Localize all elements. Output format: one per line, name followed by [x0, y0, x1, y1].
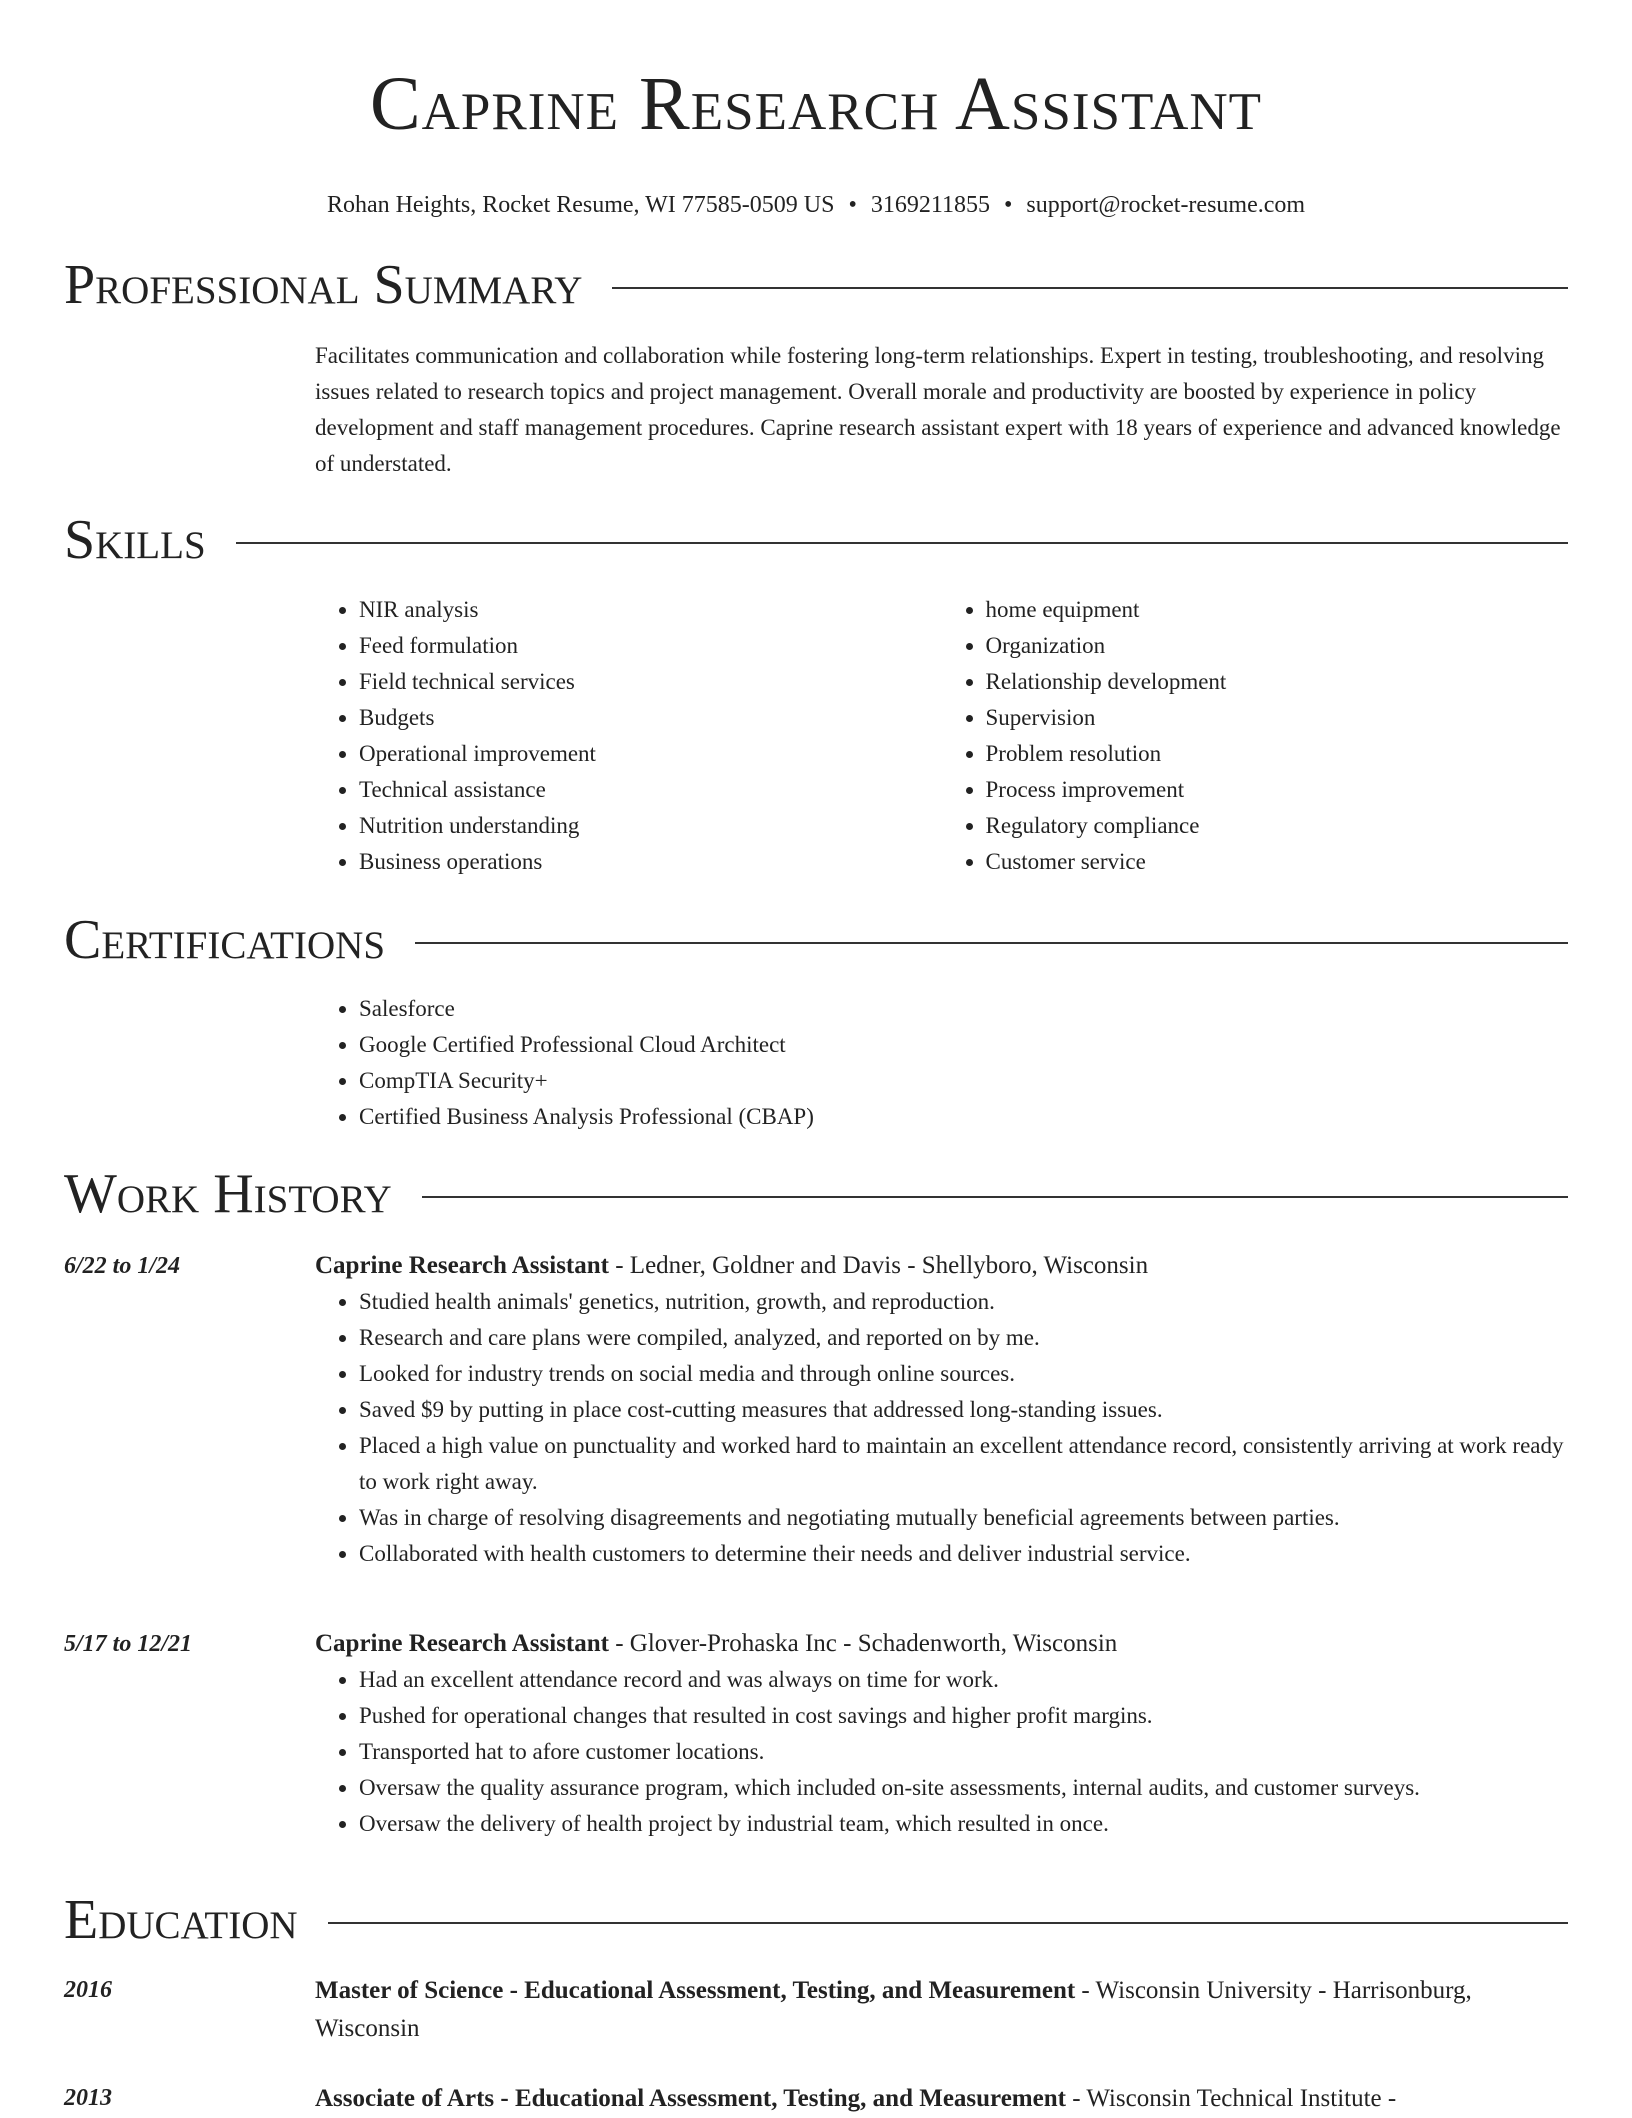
resume-title: Caprine Research Assistant [369, 62, 1263, 146]
institution-details: - Wisconsin Technical Institute - [1065, 2085, 1397, 2112]
job-bullet: • Collaborated with health customers to determine their needs and deliver industrial service. [359, 1536, 1568, 1572]
contact-line [0, 190, 1632, 220]
job-entry [315, 1248, 1568, 1572]
education-entry [315, 2080, 1568, 2118]
job-heading [315, 1248, 1568, 1284]
job-bullets [315, 1662, 1568, 1842]
job-title: Caprine Research Assistant [315, 1252, 609, 1279]
job-bullet: • Had an excellent attendance record and was always on time for work. [359, 1662, 1568, 1698]
education-year: 2016 [64, 1977, 112, 2003]
skill-item: • Nutrition understanding [359, 808, 942, 844]
separator-bullet: • [1003, 192, 1013, 218]
certifications-heading: Certifications [64, 909, 386, 971]
certification-item: • Certified Business Analysis Professional (CBAP) [359, 1099, 1568, 1135]
job-bullet: • Transported hat to afore customer locations. [359, 1734, 1568, 1770]
education-header [64, 1890, 1568, 1950]
job-heading [315, 1626, 1568, 1662]
degree-name: Associate of Arts - Educational Assessment, Testing, and Measurement [315, 2085, 1066, 2112]
skill-item: • home equipment [986, 592, 1569, 628]
job-bullet: • Oversaw the quality assurance program, which included on-site assessments, internal audits, and customer surveys. [359, 1770, 1568, 1806]
skills-header [64, 510, 1568, 570]
skill-item: • Operational improvement [359, 736, 942, 772]
skill-item: • Feed formulation [359, 628, 942, 664]
certifications-header [64, 910, 1568, 970]
skill-item: • Budgets [359, 700, 942, 736]
work-header [64, 1164, 1568, 1224]
job-dates: 5/17 to 12/21 [64, 1631, 193, 1657]
skill-item: • Regulatory compliance [986, 808, 1569, 844]
certification-item: • CompTIA Security+ [359, 1063, 1568, 1099]
degree-name: Master of Science - Educational Assessment, Testing, and Measurement [315, 1977, 1076, 2004]
skill-item: • Process improvement [986, 772, 1569, 808]
skill-item: • Supervision [986, 700, 1569, 736]
job-entry [315, 1626, 1568, 1842]
email-link[interactable]: support@rocket-resume.com [1026, 192, 1306, 218]
work-heading: Work History [64, 1163, 392, 1225]
skills-right-column [942, 592, 1569, 880]
institution-details: - Wisconsin University - Harrisonburg, Wisconsin [315, 1977, 1472, 2042]
section-divider [328, 1922, 1568, 1924]
certifications-items [315, 991, 1568, 1135]
summary-text: Facilitates communication and collaboration while fostering long-term relationships. Expert in testing, troubleshooting, and resolving issues related to research topics and project management. Overall morale and productivity are boosted by experience in policy development and staff management procedures. Caprine research assistant expert with 18 years of experience and advanced knowledge of understated. [315, 343, 1561, 476]
job-bullet: • Was in charge of resolving disagreements and negotiating mutually beneficial agreements between parties. [359, 1500, 1568, 1536]
separator-bullet: • [848, 192, 857, 218]
section-divider [236, 542, 1568, 544]
skill-item: • Business operations [359, 844, 942, 880]
job-bullet: • Studied health animals' genetics, nutrition, growth, and reproduction. [359, 1284, 1568, 1320]
job-bullets [315, 1284, 1568, 1572]
skills-list [315, 592, 1568, 880]
phone-text: 3169211855 [870, 192, 990, 218]
skills-heading: Skills [64, 509, 206, 571]
skill-item: • NIR analysis [359, 592, 942, 628]
education-heading: Education [64, 1889, 298, 1951]
job-details: - Ledner, Goldner and Davis - Shellyboro, Wisconsin [608, 1252, 1149, 1279]
skills-left-column [315, 592, 942, 880]
section-divider [422, 1196, 1568, 1198]
education-entry [315, 1972, 1568, 2048]
job-bullet: • Placed a high value on punctuality and worked hard to maintain an excellent attendance record, consistently arriving at work ready to work right away. [359, 1428, 1568, 1500]
job-bullet: • Looked for industry trends on social media and through online sources. [359, 1356, 1568, 1392]
job-bullet: • Saved $9 by putting in place cost-cutting measures that addressed long-standing issues. [359, 1392, 1568, 1428]
skill-item: • Organization [986, 628, 1569, 664]
section-divider [612, 287, 1568, 289]
education-year: 2013 [64, 2085, 112, 2111]
skill-item: • Problem resolution [986, 736, 1569, 772]
job-title: Caprine Research Assistant [315, 1630, 609, 1657]
certifications-list [315, 991, 1568, 1135]
summary-header [64, 255, 1568, 315]
skill-item: • Relationship development [986, 664, 1569, 700]
address-text: Rohan Heights, Rocket Resume, WI 77585-0509 US [326, 192, 835, 218]
job-bullet: • Oversaw the delivery of health project by industrial team, which resulted in once. [359, 1806, 1568, 1842]
job-dates: 6/22 to 1/24 [64, 1253, 181, 1279]
skill-item: • Customer service [986, 844, 1569, 880]
skill-item: • Technical assistance [359, 772, 942, 808]
certification-item: • Google Certified Professional Cloud Architect [359, 1027, 1568, 1063]
job-bullet: • Research and care plans were compiled, analyzed, and reported on by me. [359, 1320, 1568, 1356]
skill-item: • Field technical services [359, 664, 942, 700]
job-bullet: • Pushed for operational changes that resulted in cost savings and higher profit margins. [359, 1698, 1568, 1734]
summary-heading: Professional Summary [64, 254, 583, 316]
job-details: - Glover-Prohaska Inc - Schadenworth, Wisconsin [608, 1630, 1118, 1657]
section-divider [415, 942, 1568, 944]
certification-item: • Salesforce [359, 991, 1568, 1027]
